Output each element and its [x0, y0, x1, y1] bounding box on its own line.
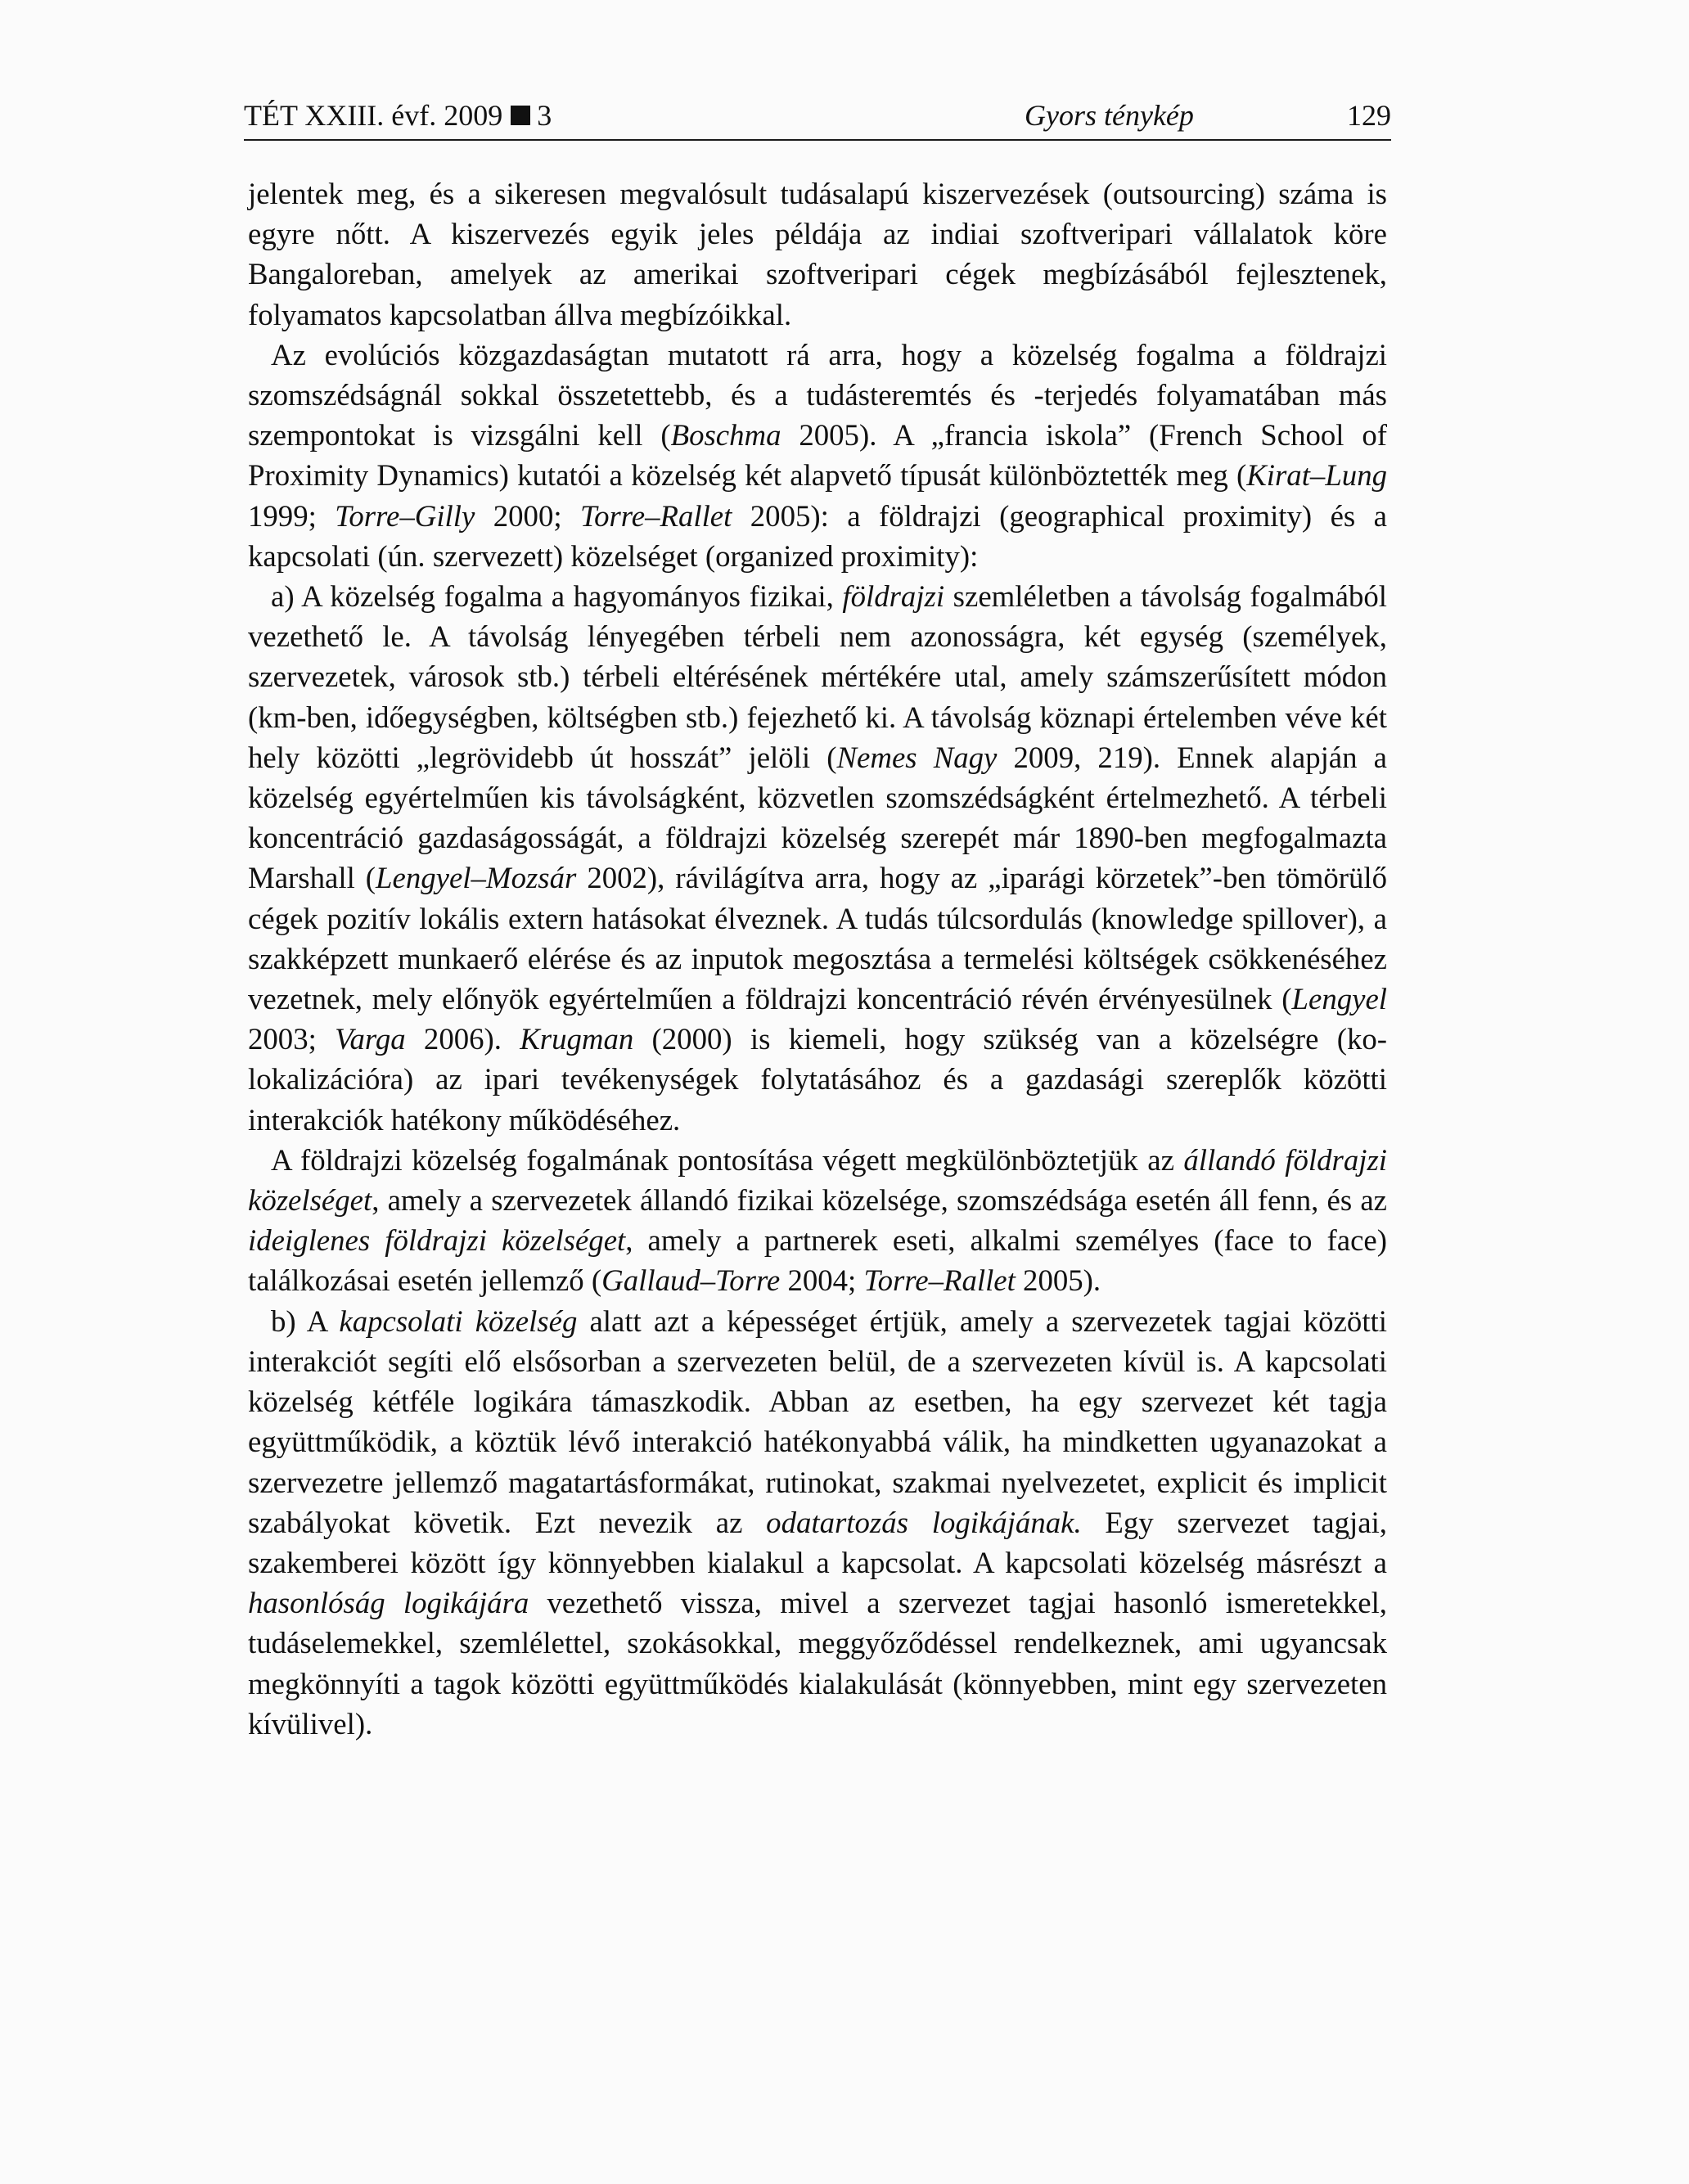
- text-run: A földrajzi közelség fogalmának pontosítása végett megkülönböztetjük az: [271, 1142, 1184, 1177]
- body-paragraph: [248, 173, 1387, 335]
- body-paragraph: [248, 576, 1387, 1140]
- text-run: 2006).: [405, 1022, 520, 1056]
- text-run: 2009, 219). Ennek alapján a közelség egyértelműen kis távolságként, közvetlen szomszédságként értelmezhető. A térbeli koncentráció gazdaságosságát, a földrajzi közelség szerepét már 1890-ben megfogalmazta Marshall (: [248, 740, 1387, 895]
- italic-text-run: Torre–Gilly: [335, 498, 475, 533]
- text-run: , amely a szervezetek állandó fizikai közelsége, szomszédsága esetén áll fenn, és az: [372, 1183, 1387, 1218]
- italic-text-run: Lengyel: [1291, 982, 1387, 1016]
- article-body: [248, 173, 1387, 1744]
- text-run: 2004;: [780, 1263, 864, 1298]
- text-run: 2003;: [248, 1022, 336, 1056]
- italic-text-run: Lengyel–Mozsár: [376, 861, 577, 895]
- text-run: jelentek meg, és a sikeresen megvalósult tudásalapú kiszervezések (outsourcing) száma is egyre nőtt. A kiszervezés egyik jeles példája az indiai szoftveripari vállalatok köre Bangaloreban, amelyek az amerikai szoftveripari cégek megbízásából fejlesztenek, folyamatos kapcsolatban állva megbízóikkal.: [248, 177, 1387, 331]
- italic-text-run: Kirat–Lung: [1246, 458, 1387, 493]
- italic-text-run: Nemes Nagy: [836, 740, 998, 774]
- body-paragraph: [248, 1140, 1387, 1301]
- body-paragraph: [248, 1301, 1387, 1744]
- italic-text-run: hasonlóság logikájára: [248, 1586, 529, 1620]
- text-run: Az evolúciós közgazdaságtan mutatott rá arra, hogy a közelség fogalma a földrajzi szomszédságnál sokkal összetettebb, és a tudásteremtés és -terjedés folyamatában más szempontokat is vizsgálni kell (: [248, 337, 1387, 453]
- section-title: Gyors ténykép: [1025, 99, 1194, 132]
- italic-text-run: odatartozás logikájának.: [766, 1505, 1082, 1539]
- italic-text-run: ideiglenes földrajzi közelséget: [248, 1223, 626, 1258]
- text-run: vezethető vissza, mivel a szervezet tagjai hasonló ismeretekkel, tudáselemekkel, szemlélettel, szokásokkal, meggyőződéssel rendelkeznek, ami ugyancsak megkönnyíti a tagok közötti együttműködés kialakulását (könnyebben, mint egy szervezeten kívülivel).: [248, 1586, 1387, 1740]
- italic-text-run: Krugman: [520, 1022, 634, 1056]
- text-run: 2005).: [1015, 1263, 1101, 1298]
- text-run: b) A: [271, 1304, 340, 1338]
- italic-text-run: Boschma: [670, 418, 781, 453]
- issue-number: 3: [537, 99, 552, 132]
- text-run: (2000) is kiemeli, hogy szükség van a közelségre (ko-lokalizációra) az ipari tevékenységek folytatásához és a gazdasági szereplők közötti interakciók hatékony működéséhez.: [248, 1022, 1387, 1137]
- italic-text-run: állandó földrajzi közelséget: [248, 1142, 1387, 1218]
- text-run: szemléletben a távolság fogalmából vezethető le. A távolság lényegében térbeli nem azonosságra, két egység (személyek, szervezetek, városok stb.) térbeli eltérésének mértékére utal, amely számszerűsített módon (km-ben, időegységben, költségben stb.) fejezhető ki. A távolság köznapi értelemben véve két hely közötti „legrövidebb út hosszát” jelöli (: [248, 579, 1388, 774]
- square-bullet-icon: [511, 106, 530, 125]
- italic-text-run: földrajzi: [842, 579, 945, 614]
- italic-text-run: Gallaud–Torre: [601, 1263, 781, 1298]
- text-run: a) A közelség fogalma a hagyományos fizikai,: [271, 579, 843, 614]
- text-run: 2000;: [475, 498, 580, 533]
- text-run: 2002), rávilágítva arra, hogy az „iparági körzetek”-ben tömörülő cégek pozitív lokális extern hatásokat élveznek. A tudás túlcsordulás (knowledge spillover), a szakképzett munkaerő elérése és az inputok megosztása a termelési költségek csökkenéséhez vezetnek, mely előnyök egyértelműen a földrajzi koncentráció révén érvényesülnek (: [248, 861, 1387, 1016]
- italic-text-run: Torre–Rallet: [579, 498, 732, 533]
- journal-citation: [244, 92, 552, 139]
- page-number: 129: [1347, 99, 1391, 132]
- italic-text-run: Varga: [335, 1022, 406, 1056]
- journal-volume: TÉT XXIII. évf. 2009: [244, 99, 503, 132]
- text-run: , amely a partnerek eseti, alkalmi személyes (face to face) találkozásai esetén jellemző (: [248, 1223, 1387, 1298]
- text-run: Egy szervezet tagjai, szakemberei között így könnyebben kialakul a kapcsolat. A kapcsolati közelség másrészt a: [248, 1505, 1387, 1579]
- text-run: alatt azt a képességet értjük, amely a szervezetek tagjai közötti interakciót segíti elő elsősorban a szervezeten belül, de a szervezeten kívül is. A kapcsolati közelség kétféle logikára támaszkodik. Abban az esetben, ha egy szervezet két tagja együttműködik, a köztük lévő interakció hatékonyabbá válik, ha mindketten ugyanazokat a szervezetre jellemző magatartásformákat, rutinokat, szakmai nyelvezetet, explicit és implicit szabályokat követik. Ezt nevezik az: [248, 1304, 1387, 1539]
- text-run: 1999;: [248, 498, 336, 533]
- running-head: [244, 92, 1391, 141]
- body-paragraph: [248, 335, 1387, 576]
- text-run: 2005): a földrajzi (geographical proximity) és a kapcsolati (ún. szervezett) közelséget (organized proximity):: [248, 498, 1387, 573]
- italic-text-run: Torre–Rallet: [863, 1263, 1016, 1298]
- italic-text-run: kapcsolati közelség: [339, 1304, 578, 1338]
- text-run: 2005). A „francia iskola” (French School of Proximity Dynamics) kutatói a közelség két alapvető típusát különböztették meg (: [248, 418, 1388, 493]
